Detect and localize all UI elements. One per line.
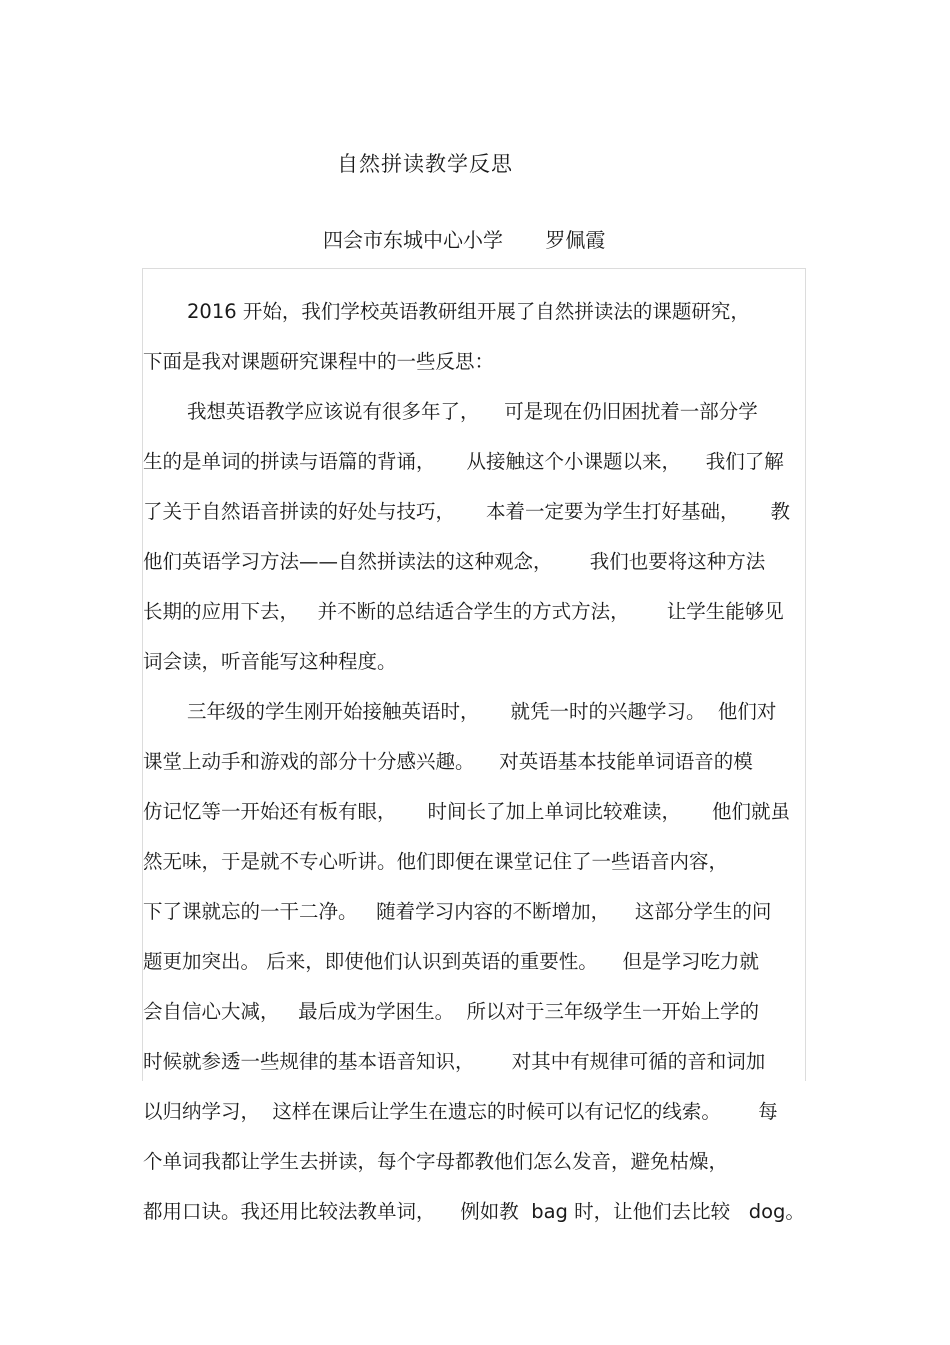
text-line: 课堂上动手和游戏的部分十分感兴趣。 对英语基本技能单词语音的模 — [143, 750, 753, 773]
document-title: 自然拼读教学反思 — [337, 152, 513, 176]
text-line: 下了课就忘的一干二净。 随着学习内容的不断增加， 这部分学生的问 — [143, 900, 772, 923]
text-line: 题更加突出。 后来，即使他们认识到英语的重要性。 但是学习吃力就 — [143, 950, 759, 973]
author-name: 罗佩霞 — [545, 228, 606, 252]
text-line: 会自信心大减， 最后成为学困生。 所以对于三年级学生一开始上学的 — [143, 1000, 759, 1023]
text-line: 时候就参透一些规律的基本语音知识， 对其中有规律可循的音和词加 — [143, 1050, 766, 1073]
text-line: 生的是单词的拼读与语篇的背诵， 从接触这个小课题以来， 我们了解 — [143, 450, 784, 473]
text-line: 我想英语教学应该说有很多年了， 可是现在仍旧困扰着一部分学 — [187, 400, 758, 423]
text-line: 2016 开始，我们学校英语教研组开展了自然拼读法的课题研究， — [187, 300, 750, 323]
text-line: 了关于自然语音拼读的好处与技巧， 本着一定要为学生打好基础， 教 — [143, 500, 790, 523]
text-line: 仿记忆等一开始还有板有眼， 时间长了加上单词比较难读， 他们就虽 — [143, 800, 790, 823]
text-line: 个单词我都让学生去拼读，每个字母都教他们怎么发音，避免枯燥， — [143, 1150, 729, 1173]
text-line: 他们英语学习方法——自然拼读法的这种观念， 我们也要将这种方法 — [143, 550, 766, 573]
author-line — [323, 224, 605, 253]
author-school: 四会市东城中心小学 — [323, 228, 503, 252]
text-line: 词会读，听音能写这种程度。 — [143, 650, 397, 673]
text-line: 然无味，于是就不专心听讲。他们即便在课堂记住了一些语音内容， — [143, 850, 729, 873]
text-line: 下面是我对课题研究课程中的一些反思： — [143, 350, 495, 373]
text-line: 都用口诀。我还用比较法教单词， 例如教 bag 时，让他们去比较 dog。 — [143, 1200, 805, 1223]
text-line: 长期的应用下去， 并不断的总结适合学生的方式方法， 让学生能够见 — [143, 600, 784, 623]
text-line: 以归纳学习， 这样在课后让学生在遗忘的时候可以有记忆的线索。 每 — [143, 1100, 778, 1123]
text-line: 三年级的学生刚开始接触英语时， 就凭一时的兴趣学习。 他们对 — [187, 700, 777, 723]
